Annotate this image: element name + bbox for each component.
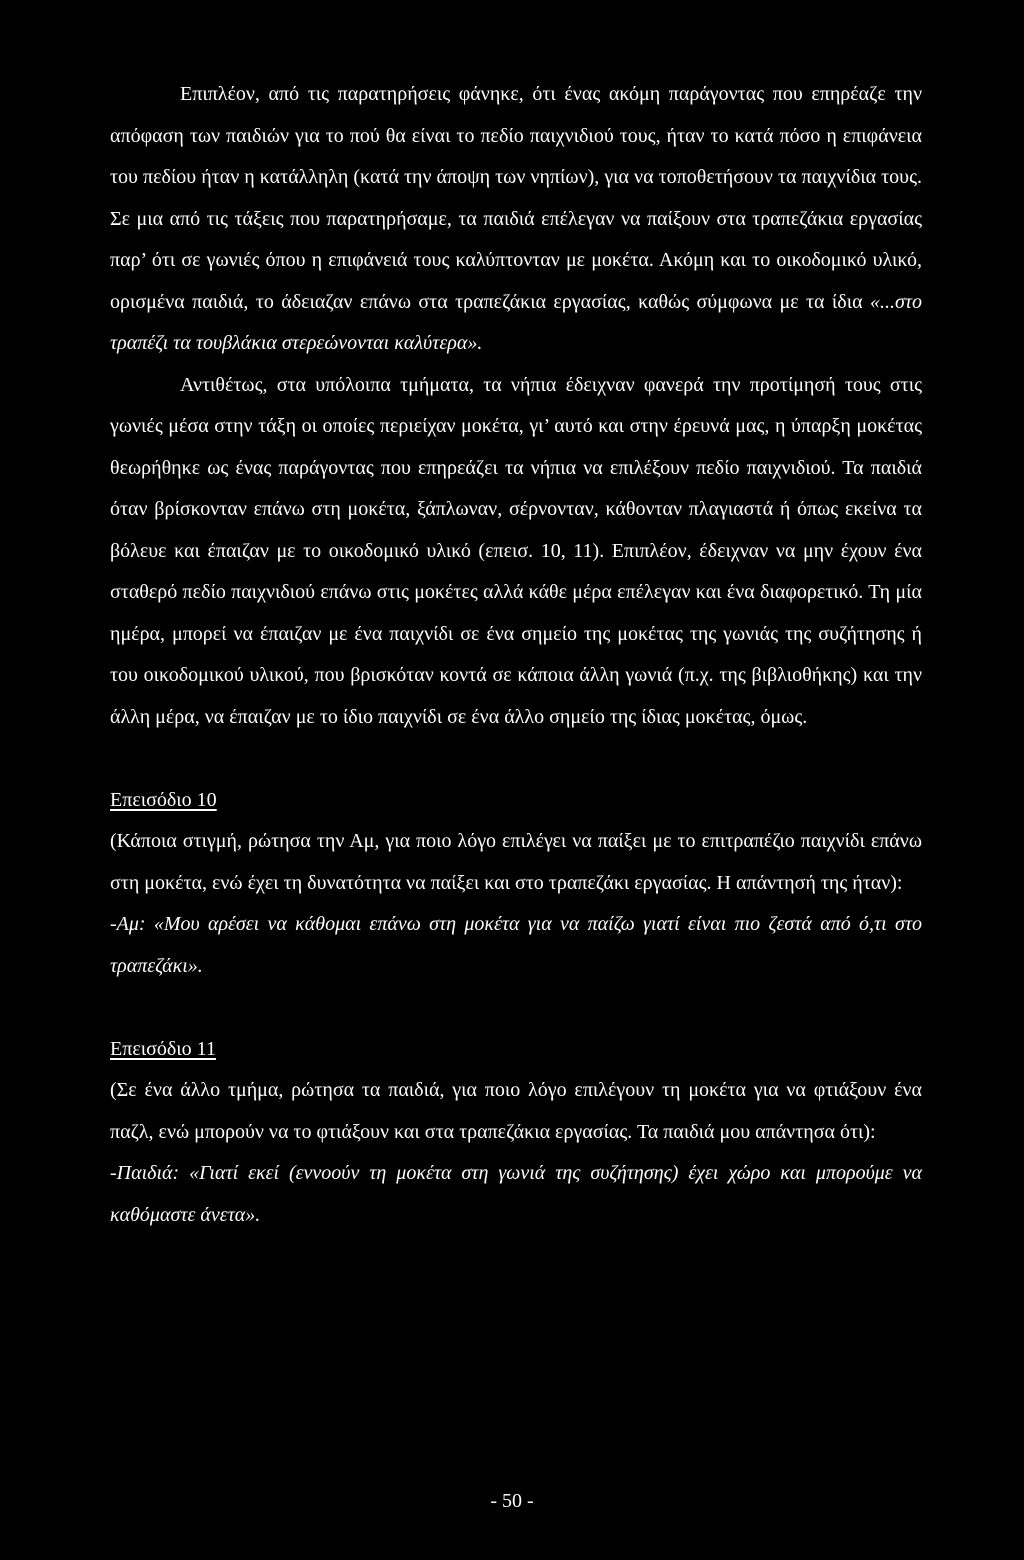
episode-10-context: (Κάποια στιγμή, ρώτησα την Αμ, για ποιο λόγο επιλέγει να παίξει με το επιτραπέζιο παιχνίδι επάνω στη μοκέτα, ενώ έχει τη δυνατότητα να παίξει και στο τραπεζάκι εργασίας. Η απάντησή της ήταν):: [110, 830, 922, 894]
page-number: - 50 -: [490, 1490, 534, 1512]
episode-11-title: Επεισόδιο 11: [110, 1037, 216, 1060]
paragraph-1: [110, 74, 922, 365]
spacer: [110, 987, 922, 1029]
episode-10-quote-text: -Αμ: «Μου αρέσει να κάθομαι επάνω στη μοκέτα για να παίζω γιατί είναι πιο ζεστά από ό,τι στο τραπεζάκι».: [110, 913, 922, 977]
spacer: [110, 738, 922, 780]
paragraph-1-text: Επιπλέον, από τις παρατηρήσεις φάνηκε, ότι ένας ακόμη παράγοντας που επηρέαζε την απόφαση των παιδιών για το πού θα είναι το πεδίο παιχνιδιού τους, ήταν το κατά πόσο η επιφάνεια του πεδίου ήταν η κατάλληλη (κατά την άποψη των νηπίων), για να τοποθετήσουν τα παιχνίδια τους. Σε μια από τις τάξεις που παρατηρήσαμε, τα παιδιά επέλεγαν να παίξουν στα τραπεζάκια εργασίας παρ’ ότι σε γωνιές όπου η επιφάνειά τους καλύπτονταν με μοκέτα. Ακόμη και το οικοδομικό υλικό, ορισμένα παιδιά, το άδειαζαν επάνω στα τραπεζάκια εργασίας, καθώς σύμφωνα με τα ίδια: [110, 83, 922, 313]
episode-11-quote-text: -Παιδιά: «Γιατί εκεί (εννοούν τη μοκέτα στη γωνιά της συζήτησης) έχει χώρο και μπορούμε να καθόμαστε άνετα».: [110, 1162, 922, 1226]
episode-10-quote: [110, 904, 922, 987]
episode-11-quote: [110, 1153, 922, 1236]
paragraph-1-quote: «...στο τραπέζι τα τουβλάκια στερεώνονται καλύτερα».: [110, 290, 922, 354]
episode-11-context: (Σε ένα άλλο τμήμα, ρώτησα τα παιδιά, για ποιο λόγο επιλέγουν τη μοκέτα για να φτιάξουν ένα παζλ, ενώ μπορούν να το φτιάξουν και στα τραπεζάκια εργασίας. Τα παιδιά μου απάντησα ότι):: [110, 1079, 922, 1143]
episode-10-title: Επεισόδιο 10: [110, 788, 217, 811]
paragraph-2: Αντιθέτως, στα υπόλοιπα τμήματα, τα νήπια έδειχναν φανερά την προτίμησή τους στις γωνιές μέσα στην τάξη οι οποίες περιείχαν μοκέτα, γι’ αυτό και στην έρευνά μας, η ύπαρξη μοκέτας θεωρήθηκε ως ένας παράγοντας που επηρεάζει τα νήπια να επιλέξουν πεδίο παιχνιδιού. Τα παιδιά όταν βρίσκονταν επάνω στη μοκέτα, ξάπλωναν, σέρνονταν, κάθονταν πλαγιαστά ή όπως εκείνα τα βόλευε και έπαιζαν με το οικοδομικό υλικό (επεισ. 10, 11). Επιπλέον, έδειχναν να μην έχουν ένα σταθερό πεδίο παιχνιδιού επάνω στις μοκέτες αλλά κάθε μέρα επέλεγαν και ένα διαφορετικό. Τη μία ημέρα, μπορεί να έπαιζαν με ένα παιχνίδι σε ένα σημείο της μοκέτας της γωνιάς της συζήτησης ή του οικοδομικού υλικού, που βρισκόταν κοντά σε κάποια άλλη γωνιά (π.χ. της βιβλιοθήκης) και την άλλη μέρα, να έπαιζαν με το ίδιο παιχνίδι σε ένα άλλο σημείο της ίδιας μοκέτας, όμως.: [110, 373, 922, 728]
document-page: [110, 74, 922, 1236]
